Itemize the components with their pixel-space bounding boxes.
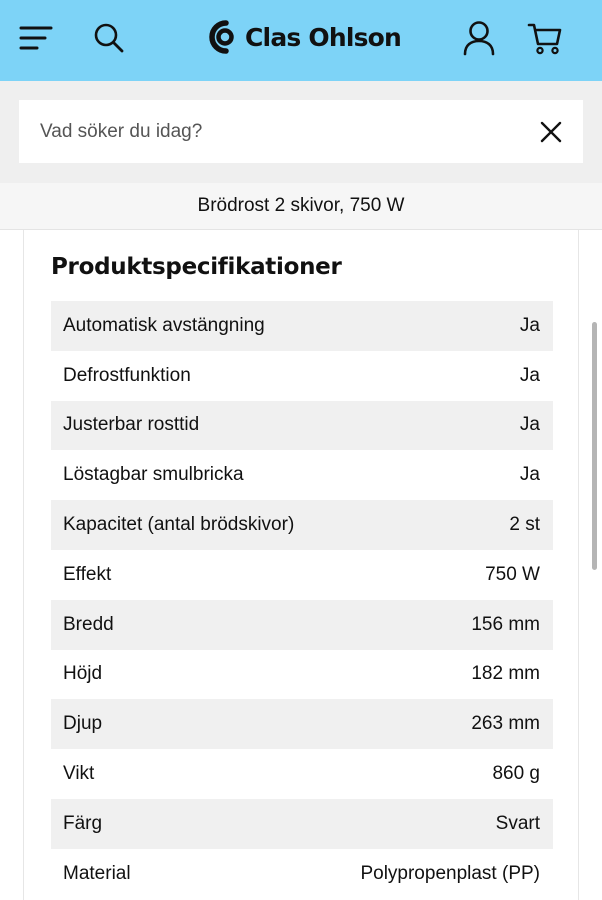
- spec-value: 2 st: [509, 514, 540, 536]
- spec-row: [51, 650, 553, 700]
- cart-icon: [527, 21, 563, 55]
- spec-row: [51, 351, 553, 401]
- page-scrollbar[interactable]: [592, 322, 597, 570]
- spec-label: Effekt: [63, 563, 112, 585]
- spec-value: Ja: [519, 364, 540, 386]
- spec-value: 263 mm: [471, 713, 540, 735]
- search-button[interactable]: [85, 14, 133, 62]
- spec-value: 182 mm: [471, 663, 540, 685]
- spec-row: [51, 799, 553, 849]
- user-icon: [462, 20, 496, 56]
- close-icon: [540, 121, 562, 143]
- specifications-table: [51, 301, 553, 899]
- top-navigation-bar: [0, 0, 602, 81]
- spec-value: 156 mm: [471, 613, 540, 635]
- spec-value: Ja: [519, 464, 540, 486]
- spec-label: Höjd: [63, 663, 103, 685]
- brand-logo[interactable]: [205, 17, 401, 57]
- spec-value: 750 W: [485, 563, 540, 585]
- search-box: [19, 100, 583, 163]
- spec-value: Ja: [519, 314, 540, 336]
- search-area: [0, 81, 602, 183]
- spec-value: Polypropenplast (PP): [360, 862, 540, 884]
- spec-row: [51, 699, 553, 749]
- spec-label: Djup: [63, 713, 103, 735]
- account-button[interactable]: [455, 14, 503, 62]
- spec-row: [51, 749, 553, 799]
- product-title-bar: [0, 183, 602, 230]
- spec-value: Svart: [495, 812, 540, 834]
- spec-row: [51, 550, 553, 600]
- spec-row: [51, 301, 553, 351]
- spec-value: Ja: [519, 414, 540, 436]
- spec-label: Vikt: [63, 763, 95, 785]
- spec-row: [51, 450, 553, 500]
- spec-label: Bredd: [63, 613, 114, 635]
- spec-label: Kapacitet (antal brödskivor): [63, 514, 295, 536]
- search-icon: [93, 22, 125, 54]
- spec-label: Justerbar rosttid: [63, 414, 200, 436]
- spec-label: Defrostfunktion: [63, 364, 191, 386]
- spec-value: 860 g: [492, 763, 540, 785]
- menu-icon: [19, 25, 53, 51]
- search-input[interactable]: [19, 100, 519, 163]
- spec-label: Material: [63, 862, 131, 884]
- product-name: Brödrost 2 skivor, 750 W: [197, 195, 405, 216]
- spec-label: Automatisk avstängning: [63, 314, 265, 336]
- specifications-heading: Produktspecifikationer: [51, 254, 342, 280]
- brand-name: Clas Ohlson: [245, 22, 402, 52]
- menu-button[interactable]: [12, 14, 60, 62]
- clas-ohlson-logo-icon: [205, 17, 239, 57]
- spec-row: [51, 600, 553, 650]
- spec-row: [51, 401, 553, 451]
- spec-row: [51, 500, 553, 550]
- spec-label: Löstagbar smulbricka: [63, 464, 244, 486]
- spec-row: [51, 849, 553, 899]
- cart-button[interactable]: [521, 14, 569, 62]
- specifications-card: [23, 230, 579, 900]
- clear-search-button[interactable]: [531, 112, 571, 152]
- spec-label: Färg: [63, 812, 103, 834]
